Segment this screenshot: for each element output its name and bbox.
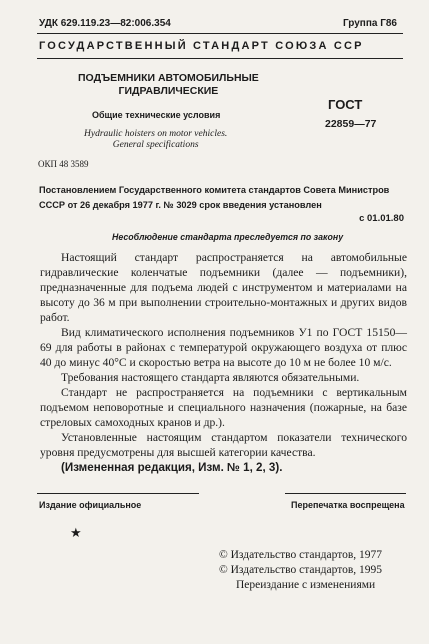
reissue-note: Переиздание с изменениями [236, 579, 376, 591]
resolution [39, 183, 404, 213]
document-title [78, 72, 259, 98]
legal-warning: Несоблюдение стандарта преследуется по закону [112, 232, 344, 242]
copyright-1995: © Издательство стандартов, 1995 [219, 564, 383, 576]
english-title-line-2: General specifications [112, 140, 199, 150]
paragraph-mandatory: Требования настоящего стандарта являются обязательными. [61, 371, 360, 384]
gost-number: 22859—77 [325, 118, 377, 130]
paragraph-amendments: (Измененная редакция, Изм. № 1, 2, 3). [61, 461, 283, 474]
english-title [84, 129, 227, 151]
paragraph-scope: Настоящий стандарт распространяется на автомобильные гидравлические коленчатые подъемники (далее — подъемники), предназначенные для подъема людей с инструментом и материалами на высоту до 36 м при выполнении строительно-монтажных и других видов работ. [40, 251, 407, 324]
official-edition-label: Издание официальное [39, 500, 142, 510]
footer-rule-left [37, 493, 199, 494]
resolution-line-2: СССР от 26 декабря 1977 г. № 3029 срок введения установлен [39, 200, 322, 210]
paragraph-climate: Вид климатического исполнения подъемников У1 по ГОСТ 15150—69 для работы в районах с температурой окружающего воздуха от плюс 40 до минус 40°С и скоростью ветра на высоте до 10 м не более 10 м/с. [40, 326, 407, 369]
group-code: Группа Г86 [342, 18, 397, 29]
okp-code: ОКП 48 3589 [38, 159, 89, 169]
top-rule-2 [37, 58, 403, 59]
footer-rule-right [285, 493, 406, 494]
reprint-prohibited-label: Перепечатка воспрещена [291, 500, 405, 510]
title-line-1: ПОДЪЕМНИКИ АВТОМОБИЛЬНЫЕ [78, 72, 259, 84]
udk-code: УДК 629.119.23—82:006.354 [39, 18, 171, 29]
document-subtitle: Общие технические условия [92, 110, 221, 120]
copyright-1977: © Издательство стандартов, 1977 [219, 549, 383, 561]
resolution-line-1: Постановлением Государственного комитета стандартов Совета Министров [39, 185, 390, 195]
top-rule [37, 33, 403, 34]
title-line-2: ГИДРАВЛИЧЕСКИЕ [118, 85, 219, 97]
paragraph-quality: Установленные настоящим стандартом показатели технического уровня предусмотрены для высшей категории качества. [40, 431, 407, 459]
paragraph-exclusions: Стандарт не распространяется на подъемники с вертикальным подъемом неповоротные и специального назначения (пожарные, на базе стреловых самоходных кранов и др.). [40, 386, 407, 429]
effective-date: с 01.01.80 [359, 213, 404, 224]
star-icon: ★ [70, 525, 82, 540]
english-title-line-1: Hydraulic hoisters on motor vehicles. [84, 129, 228, 139]
body-text [40, 250, 407, 475]
state-standard-heading: ГОСУДАРСТВЕННЫЙ СТАНДАРТ СОЮЗА ССР [39, 40, 364, 52]
gost-label: ГОСТ [328, 97, 363, 112]
